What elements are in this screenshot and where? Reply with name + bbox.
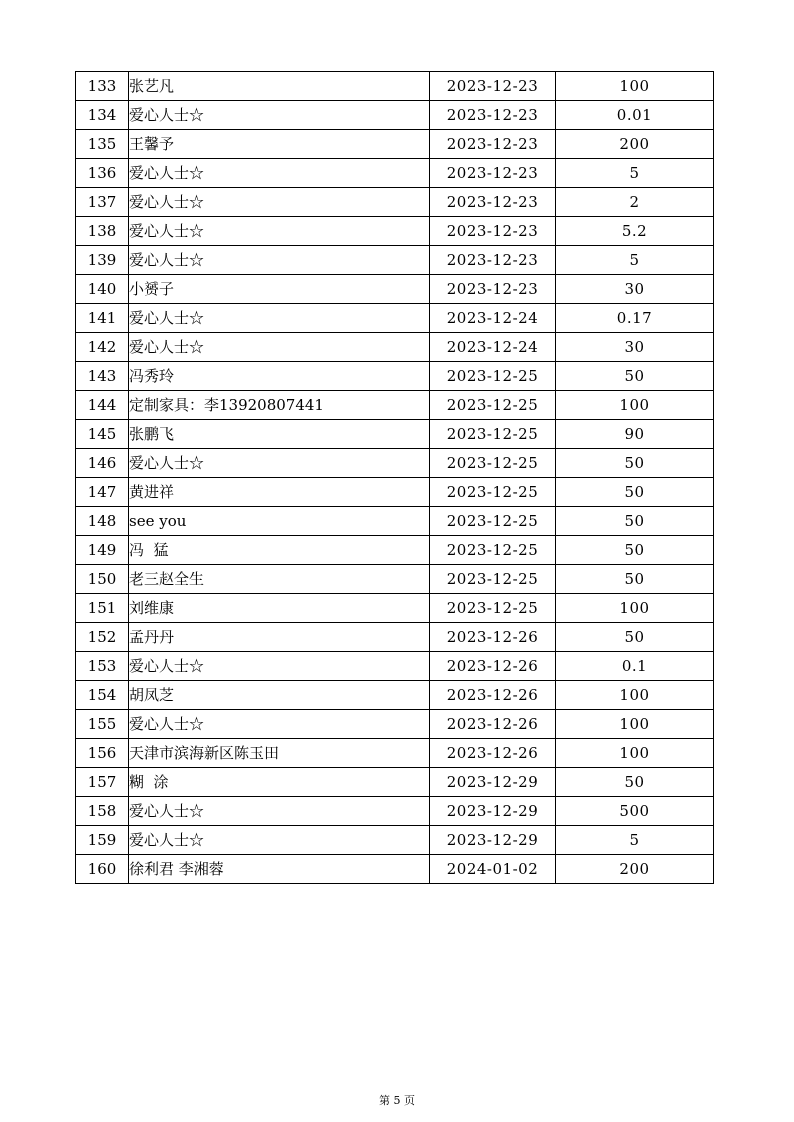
table-row [76, 188, 714, 217]
row-number: 134 [76, 101, 129, 130]
row-number: 143 [76, 362, 129, 391]
table-row [76, 333, 714, 362]
donation-amount: 2 [556, 188, 714, 217]
donation-date: 2023-12-23 [430, 188, 556, 217]
donation-date: 2023-12-25 [430, 507, 556, 536]
donation-date: 2023-12-23 [430, 101, 556, 130]
donation-amount: 500 [556, 797, 714, 826]
row-number: 148 [76, 507, 129, 536]
donor-name: 爱心人士☆ [129, 304, 430, 333]
donation-amount: 50 [556, 478, 714, 507]
table-row [76, 304, 714, 333]
row-number: 154 [76, 681, 129, 710]
donation-amount: 5 [556, 246, 714, 275]
table-row [76, 101, 714, 130]
donation-date: 2023-12-23 [430, 275, 556, 304]
donor-name: 张鹏飞 [129, 420, 430, 449]
row-number: 153 [76, 652, 129, 681]
table-row [76, 594, 714, 623]
donation-date: 2023-12-25 [430, 478, 556, 507]
donation-amount: 100 [556, 739, 714, 768]
donation-amount: 0.17 [556, 304, 714, 333]
donation-amount: 5 [556, 159, 714, 188]
row-number: 144 [76, 391, 129, 420]
table-row [76, 159, 714, 188]
table-row [76, 536, 714, 565]
donation-date: 2024-01-02 [430, 855, 556, 884]
row-number: 137 [76, 188, 129, 217]
table-row [76, 507, 714, 536]
table-row [76, 710, 714, 739]
donor-name: 爱心人士☆ [129, 652, 430, 681]
donor-name: 黄进祥 [129, 478, 430, 507]
table-row [76, 362, 714, 391]
donor-name: 孟丹丹 [129, 623, 430, 652]
donation-date: 2023-12-23 [430, 217, 556, 246]
row-number: 139 [76, 246, 129, 275]
row-number: 149 [76, 536, 129, 565]
donation-amount: 5 [556, 826, 714, 855]
donation-date: 2023-12-23 [430, 246, 556, 275]
donor-name: see you [129, 507, 430, 536]
table-row [76, 681, 714, 710]
row-number: 150 [76, 565, 129, 594]
donation-amount: 100 [556, 681, 714, 710]
donation-date: 2023-12-29 [430, 797, 556, 826]
donation-date: 2023-12-29 [430, 768, 556, 797]
donor-name: 王馨予 [129, 130, 430, 159]
donation-date: 2023-12-25 [430, 391, 556, 420]
donor-name: 天津市滨海新区陈玉田 [129, 739, 430, 768]
donation-amount: 50 [556, 623, 714, 652]
row-number: 145 [76, 420, 129, 449]
donation-date: 2023-12-25 [430, 565, 556, 594]
donation-amount: 100 [556, 594, 714, 623]
table-row [76, 391, 714, 420]
donor-name: 爱心人士☆ [129, 159, 430, 188]
donor-name: 爱心人士☆ [129, 333, 430, 362]
table-row [76, 623, 714, 652]
row-number: 146 [76, 449, 129, 478]
table-row [76, 826, 714, 855]
donor-name: 爱心人士☆ [129, 797, 430, 826]
row-number: 160 [76, 855, 129, 884]
row-number: 135 [76, 130, 129, 159]
donation-amount: 50 [556, 449, 714, 478]
table-row [76, 739, 714, 768]
table-row [76, 565, 714, 594]
donor-name: 爱心人士☆ [129, 188, 430, 217]
donor-name: 爱心人士☆ [129, 101, 430, 130]
donor-name: 张艺凡 [129, 72, 430, 101]
table-row [76, 275, 714, 304]
donation-date: 2023-12-26 [430, 710, 556, 739]
row-number: 151 [76, 594, 129, 623]
donation-date: 2023-12-26 [430, 652, 556, 681]
table-row [76, 652, 714, 681]
table-row [76, 72, 714, 101]
table-row [76, 420, 714, 449]
donation-date: 2023-12-25 [430, 594, 556, 623]
row-number: 140 [76, 275, 129, 304]
donation-amount: 0.01 [556, 101, 714, 130]
donation-amount: 50 [556, 768, 714, 797]
table-row [76, 768, 714, 797]
donation-date: 2023-12-29 [430, 826, 556, 855]
row-number: 147 [76, 478, 129, 507]
donation-date: 2023-12-25 [430, 420, 556, 449]
donation-date: 2023-12-23 [430, 130, 556, 159]
donation-amount: 100 [556, 72, 714, 101]
donation-amount: 100 [556, 391, 714, 420]
donor-name: 老三赵全生 [129, 565, 430, 594]
donor-name: 胡凤芝 [129, 681, 430, 710]
donor-name: 小赟子 [129, 275, 430, 304]
donation-amount: 200 [556, 130, 714, 159]
donation-amount: 30 [556, 333, 714, 362]
table-row [76, 217, 714, 246]
donor-name: 爱心人士☆ [129, 449, 430, 478]
donor-name: 糊 涂 [129, 768, 430, 797]
donation-date: 2023-12-23 [430, 72, 556, 101]
donor-name: 爱心人士☆ [129, 710, 430, 739]
donation-date: 2023-12-26 [430, 739, 556, 768]
row-number: 138 [76, 217, 129, 246]
page-footer: 第 5 页 [379, 1094, 415, 1107]
donor-name: 刘维康 [129, 594, 430, 623]
row-number: 158 [76, 797, 129, 826]
row-number: 141 [76, 304, 129, 333]
donor-name: 爱心人士☆ [129, 217, 430, 246]
donation-date: 2023-12-26 [430, 623, 556, 652]
donation-date: 2023-12-26 [430, 681, 556, 710]
donation-amount: 50 [556, 507, 714, 536]
table-row [76, 478, 714, 507]
donation-amount: 50 [556, 536, 714, 565]
table-row [76, 855, 714, 884]
donation-date: 2023-12-24 [430, 333, 556, 362]
donation-amount: 50 [556, 565, 714, 594]
donor-name: 定制家具：李13920807441 [129, 391, 430, 420]
row-number: 159 [76, 826, 129, 855]
donor-name: 爱心人士☆ [129, 826, 430, 855]
donation-amount: 30 [556, 275, 714, 304]
donation-date: 2023-12-23 [430, 159, 556, 188]
donor-name: 冯 猛 [129, 536, 430, 565]
donation-amount: 5.2 [556, 217, 714, 246]
donation-amount: 0.1 [556, 652, 714, 681]
donation-amount: 90 [556, 420, 714, 449]
row-number: 136 [76, 159, 129, 188]
donor-name: 冯秀玲 [129, 362, 430, 391]
table-row [76, 797, 714, 826]
donor-name: 爱心人士☆ [129, 246, 430, 275]
row-number: 155 [76, 710, 129, 739]
row-number: 142 [76, 333, 129, 362]
donation-date: 2023-12-25 [430, 536, 556, 565]
donation-table-body [76, 72, 714, 884]
table-row [76, 246, 714, 275]
row-number: 156 [76, 739, 129, 768]
donation-date: 2023-12-24 [430, 304, 556, 333]
row-number: 152 [76, 623, 129, 652]
donation-date: 2023-12-25 [430, 449, 556, 478]
table-row [76, 130, 714, 159]
donor-name: 徐利君 李湘蓉 [129, 855, 430, 884]
donation-amount: 200 [556, 855, 714, 884]
table-row [76, 449, 714, 478]
donation-table [75, 71, 714, 884]
donation-amount: 100 [556, 710, 714, 739]
row-number: 133 [76, 72, 129, 101]
row-number: 157 [76, 768, 129, 797]
donation-date: 2023-12-25 [430, 362, 556, 391]
donation-amount: 50 [556, 362, 714, 391]
